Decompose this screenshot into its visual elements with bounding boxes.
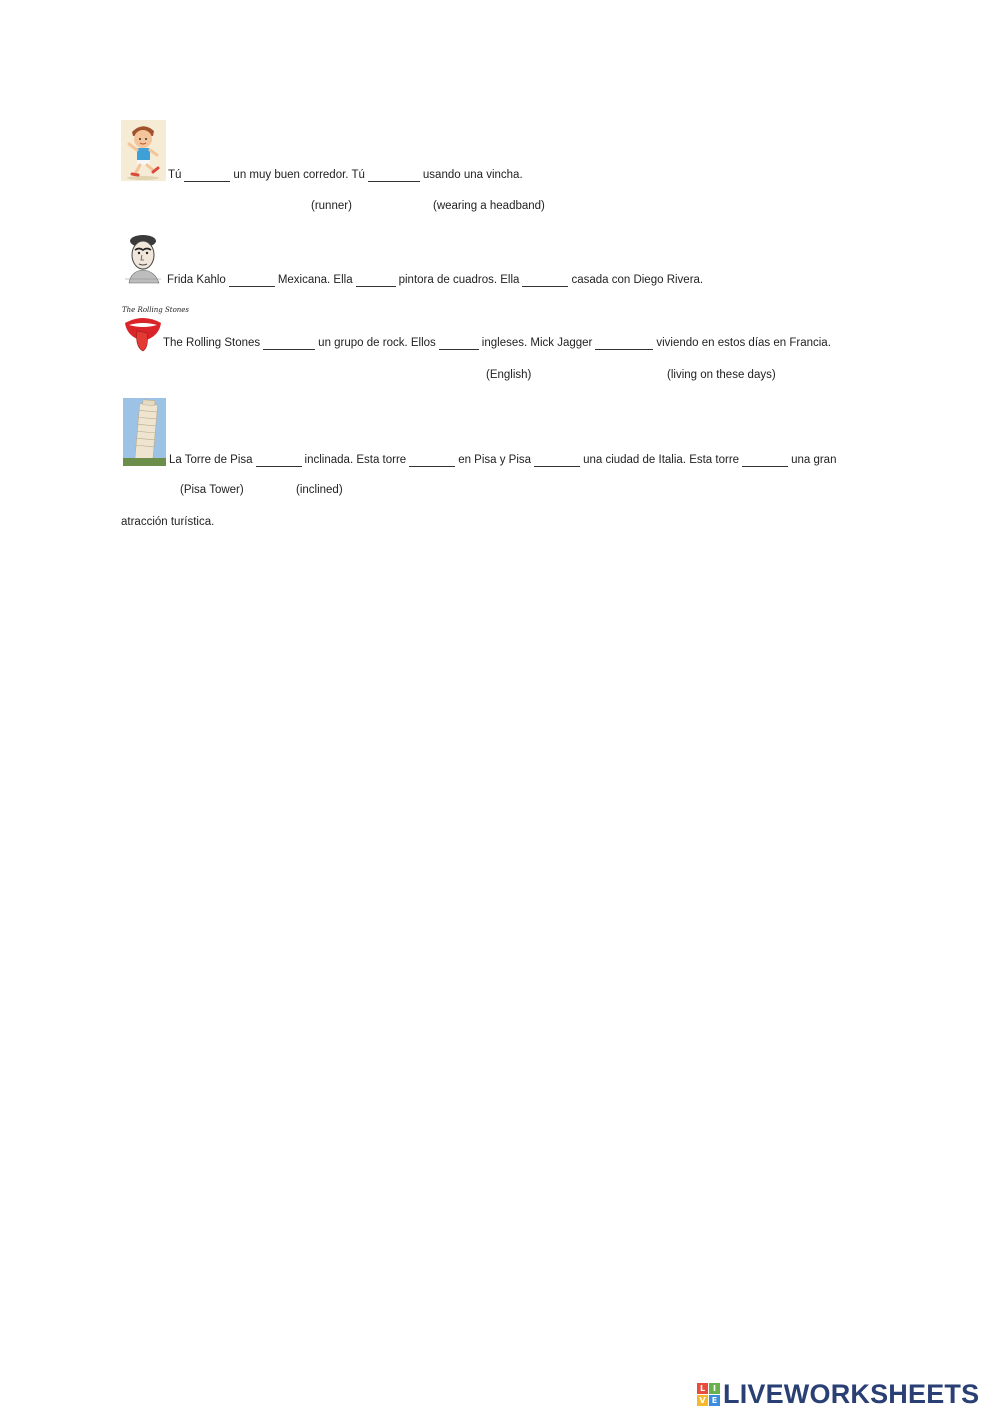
sentence-text: The Rolling Stones — [163, 337, 261, 349]
logo-letter: E — [709, 1395, 720, 1406]
sentence-text: La Torre de Pisa — [169, 454, 253, 466]
sentence-text: en Pisa y Pisa — [458, 454, 532, 466]
sentence-2 — [167, 274, 703, 287]
leaning-tower-of-pisa-icon — [123, 398, 166, 466]
answer-blank[interactable] — [256, 454, 302, 467]
answer-blank[interactable] — [742, 454, 788, 467]
hint-text: (living on these days) — [667, 369, 776, 381]
answer-blank[interactable] — [409, 454, 455, 467]
sentence-text: un muy buen corredor. Tú — [233, 169, 365, 181]
sentence-text: viviendo en estos días en Francia. — [656, 337, 831, 349]
frida-kahlo-portrait-icon — [121, 233, 166, 285]
answer-blank[interactable] — [522, 274, 568, 287]
answer-blank[interactable] — [356, 274, 396, 287]
sentence-text: una ciudad de Italia. Esta torre — [583, 454, 740, 466]
hint-text: (English) — [486, 369, 532, 381]
sentence-text: Tú — [168, 169, 182, 181]
logo-letter: I — [709, 1383, 720, 1394]
sentence-text: pintora de cuadros. Ella — [398, 274, 520, 286]
hint-text: (Pisa Tower) — [180, 484, 244, 496]
sentence-text: inclinada. Esta torre — [304, 454, 407, 466]
logo-text: LIVEWORKSHEETS — [723, 1378, 980, 1409]
logo-letter: V — [697, 1395, 708, 1406]
sentence-text: Mexicana. Ella — [277, 274, 353, 286]
answer-blank[interactable] — [534, 454, 580, 467]
rolling-stones-logo-icon — [121, 303, 190, 353]
hint-text: (inclined) — [296, 484, 343, 496]
sentence-text: ingleses. Mick Jagger — [481, 337, 593, 349]
sentence-text: usando una vincha. — [422, 169, 523, 181]
sentence-4 — [169, 454, 836, 467]
sentence-text: una gran — [791, 454, 837, 466]
sentence-1 — [168, 169, 523, 182]
logo-blocks-icon — [697, 1383, 720, 1406]
liveworksheets-logo[interactable] — [697, 1376, 979, 1412]
logo-letter: L — [697, 1383, 708, 1394]
answer-blank[interactable] — [184, 169, 230, 182]
runner-boy-icon — [121, 120, 166, 181]
sentence-continuation: atracción turística. — [121, 516, 215, 528]
logo-caption: The Rolling Stones — [122, 306, 190, 314]
sentence-text: Frida Kahlo — [167, 274, 226, 286]
sentence-3 — [163, 337, 831, 350]
answer-blank[interactable] — [595, 337, 653, 350]
sentence-text: casada con Diego Rivera. — [571, 274, 704, 286]
answer-blank[interactable] — [263, 337, 315, 350]
answer-blank[interactable] — [368, 169, 420, 182]
hint-text: (runner) — [311, 200, 352, 212]
answer-blank[interactable] — [439, 337, 479, 350]
sentence-text: un grupo de rock. Ellos — [318, 337, 436, 349]
answer-blank[interactable] — [229, 274, 275, 287]
hint-text: (wearing a headband) — [433, 200, 545, 212]
